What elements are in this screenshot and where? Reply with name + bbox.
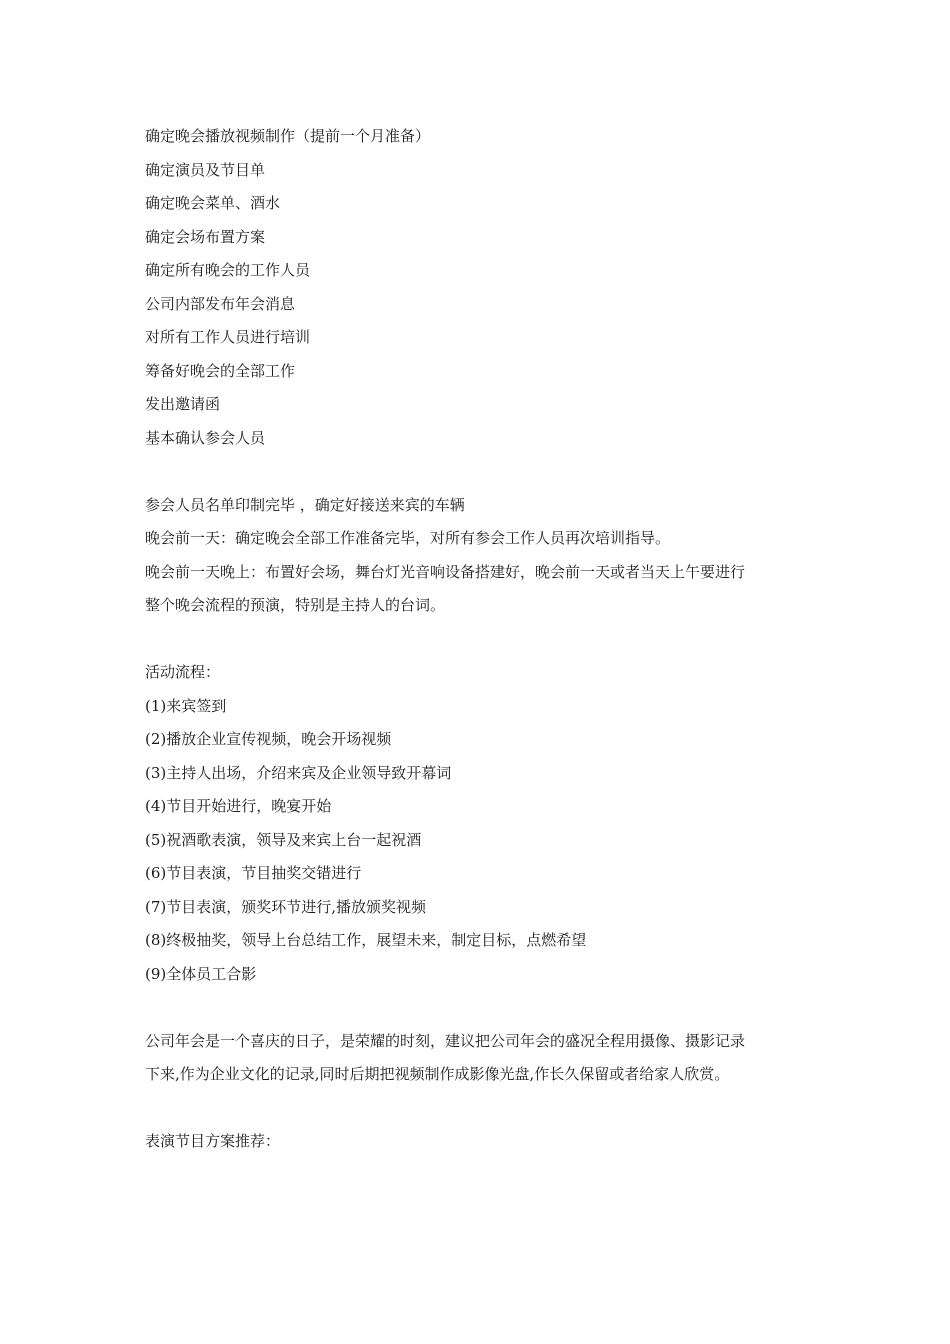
prep-item: 确定会场布置方案 — [145, 227, 266, 246]
prep-item: 确定所有晚会的工作人员 — [145, 261, 311, 279]
pre-event-line: 参会人员名单印制完毕 ，确定好接送来宾的车辆 — [145, 495, 465, 514]
pre-event-line: 晚会前一天：确定晚会全部工作准备完毕，对所有参会工作人员再次培训指导。 — [145, 529, 671, 547]
prep-list — [145, 120, 815, 455]
prep-item: 对所有工作人员进行培训 — [145, 328, 311, 346]
prep-item: 确定晚会菜单、酒水 — [145, 194, 281, 212]
prep-item: 发出邀请函 — [145, 395, 221, 413]
pre-event-line: 整个晚会流程的预演，特别是主持人的台词。 — [145, 596, 446, 614]
flow-step: (7)节目表演，颁奖环节进行,播放颁奖视频 — [145, 897, 427, 916]
document-body — [145, 120, 815, 1159]
prep-item: 公司内部发布年会消息 — [145, 294, 296, 313]
prep-item: 确定晚会播放视频制作（提前一个月准备） — [145, 127, 431, 145]
spacer — [145, 1092, 815, 1126]
flow-step: (6)节目表演，节目抽奖交错进行 — [145, 864, 362, 882]
pre-event-section — [145, 489, 815, 623]
record-note — [145, 1025, 815, 1092]
spacer — [145, 455, 815, 489]
prep-item: 基本确认参会人员 — [145, 428, 266, 447]
program-heading: 表演节目方案推荐： — [145, 1132, 281, 1150]
flow-step: (8)终极抽奖，领导上台总结工作，展望未来，制定目标，点燃希望 — [145, 931, 587, 949]
flow-step: (3)主持人出场，介绍来宾及企业领导致开幕词 — [145, 763, 452, 782]
record-note-line: 下来,作为企业文化的记录,同时后期把视频制作成影像光盘,作长久保留或者给家人欣赏。 — [145, 1065, 730, 1083]
flow-step: (4)节目开始进行，晚宴开始 — [145, 797, 332, 815]
prep-item: 筹备好晚会的全部工作 — [145, 361, 296, 380]
flow-step: (9)全体员工合影 — [145, 964, 257, 983]
flow-step: (2)播放企业宣传视频，晚会开场视频 — [145, 730, 392, 748]
flow-section — [145, 656, 815, 991]
prep-item: 确定演员及节目单 — [145, 160, 266, 179]
record-note-line: 公司年会是一个喜庆的日子，是荣耀的时刻，建议把公司年会的盛况全程用摄像、摄影记录 — [145, 1031, 746, 1050]
flow-heading: 活动流程： — [145, 663, 221, 681]
spacer — [145, 623, 815, 657]
spacer — [145, 991, 815, 1025]
pre-event-line: 晚会前一天晚上：布置好会场，舞台灯光音响设备搭建好，晚会前一天或者当天上午要进行 — [145, 562, 746, 581]
flow-step: (1)来宾签到 — [145, 696, 227, 715]
flow-step: (5)祝酒歌表演，领导及来宾上台一起祝酒 — [145, 830, 422, 849]
